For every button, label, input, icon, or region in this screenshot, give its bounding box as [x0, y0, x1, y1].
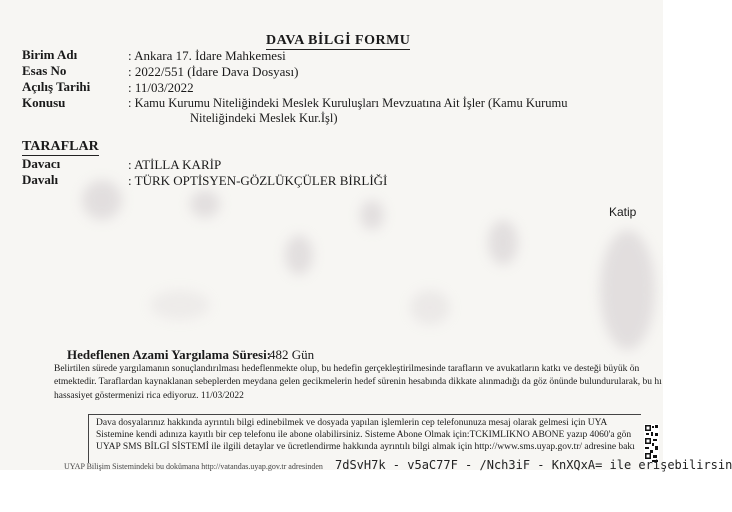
- esas-value: : 2022/551 (İdare Dava Dosyası): [128, 64, 299, 79]
- davaci-value: : ATİLLA KARİP: [128, 157, 222, 172]
- katip-label: Katip: [609, 205, 637, 219]
- smudge-mark: [150, 290, 210, 320]
- notice-line-1: Belirtilen sürede yargılamanın sonuçlandırılması hedeflenmekte olup, bu hedefin gerçekleştirilmesinde tarafların ve avukatların katkı ve desteği büyük ön: [54, 364, 640, 374]
- hedef-value: 482 Gün: [269, 347, 315, 362]
- davali-value: : TÜRK OPTİSYEN-GÖZLÜKÇÜLER BİRLİĞİ: [128, 173, 388, 188]
- birim-label: Birim Adı: [22, 47, 78, 62]
- smudge-mark: [600, 230, 655, 350]
- davaci-label: Davacı: [22, 156, 61, 171]
- form-title: DAVA BİLGİ FORMU: [266, 33, 411, 48]
- document-access-code: 7dSvH7k - v5aC77F - /Nch3iF - KnXQxA= ile erişebilirsin: [335, 458, 732, 472]
- box-line-2: Sistemine kendi adınıza kayıtlı bir cep telefonu ile abone olabilirsiniz. Sisteme Abone Olmak için:TCKIMLIKNO ABONE yazıp 4060'a gön: [96, 430, 632, 440]
- konusu-label: Konusu: [22, 95, 66, 110]
- smudge-mark: [285, 235, 313, 275]
- smudge-mark: [488, 220, 518, 265]
- notice-line-2: etmektedir. Taraflardan kaynaklanan sebeplerden meydana gelen gecikmelerin hedef sürenin hesabında dikkate alınmadığı da göz önünde bulundurularak, bu hı: [54, 377, 662, 387]
- box-line-3: UYAP SMS BİLGİ SİSTEMİ ile ilgili detaylar ve ücretlendirme hakkında ayrıntılı bilgi almak için http://www.sms.uyap.gov.tr/ adresine bakı: [96, 442, 635, 452]
- acilis-label: Açılış Tarihi: [22, 79, 91, 94]
- notice-line-3: hassasiyet göstermenizi rica ediyoruz. 11/03/2022: [54, 391, 244, 401]
- smudge-mark: [360, 200, 384, 230]
- smudge-mark: [190, 190, 220, 218]
- uyap-access-text: UYAP Bilişim Sistemindeki bu dokümana http://vatandas.uyap.gov.tr adresinden: [64, 462, 323, 471]
- konusu-value-cont: Niteliğindeki Meslek Kur.İşl): [190, 111, 338, 125]
- hedef-label: Hedeflenen Azami Yargılama Süresi:: [67, 347, 272, 362]
- taraflar-heading: TARAFLAR: [22, 139, 99, 154]
- birim-value: : Ankara 17. İdare Mahkemesi: [128, 48, 286, 63]
- acilis-value: : 11/03/2022: [128, 80, 194, 95]
- davali-label: Davalı: [22, 172, 59, 187]
- smudge-mark: [410, 290, 450, 325]
- konusu-value: : Kamu Kurumu Niteliğindeki Meslek Kuruluşları Mevzuatına Ait İşler (Kamu Kurumu: [128, 96, 568, 110]
- smudge-mark: [82, 180, 122, 220]
- esas-label: Esas No: [22, 63, 67, 78]
- box-line-1: Dava dosyalarınız hakkında ayrıntılı bilgi edinebilmek ve dosyada yapılan işlemlerin cep telefonunuza mesaj olarak gelmesi için UYA: [96, 418, 608, 428]
